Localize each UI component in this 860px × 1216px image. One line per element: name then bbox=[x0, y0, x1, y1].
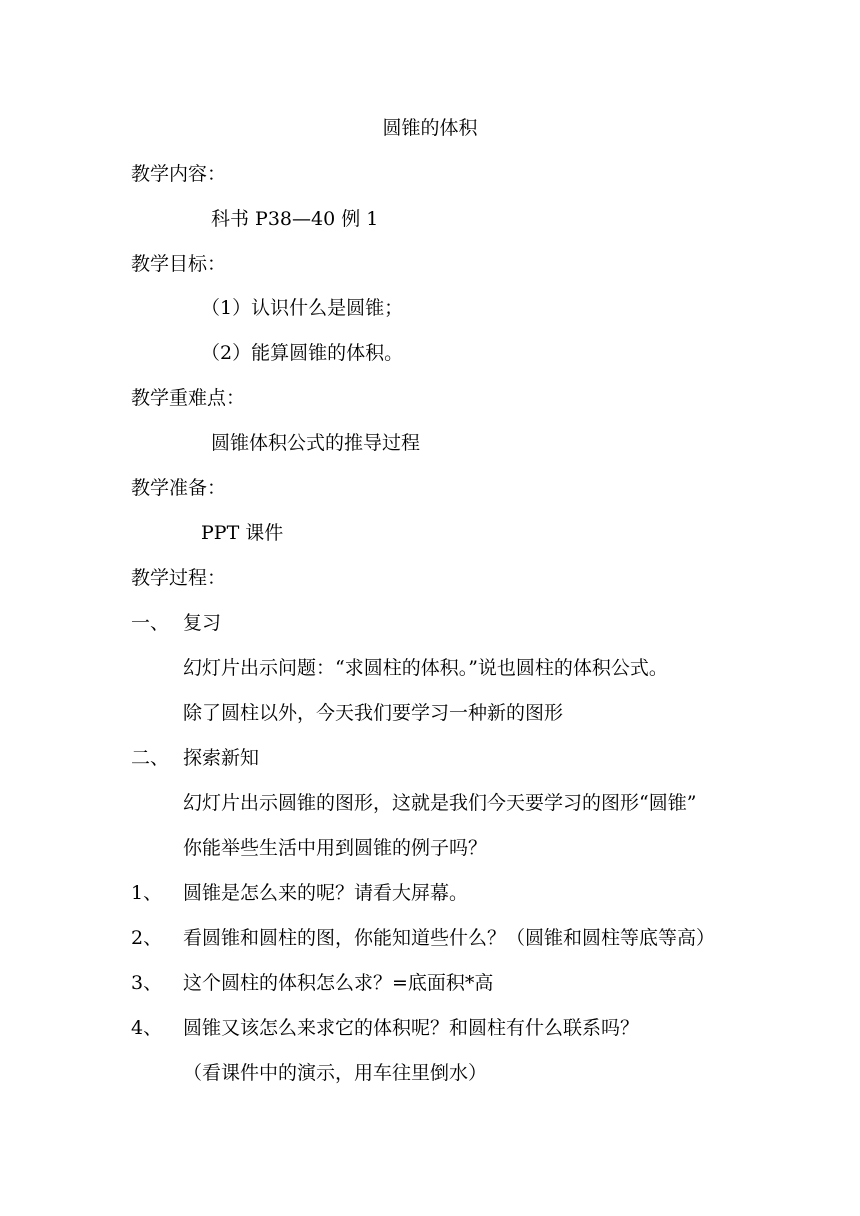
key-heading: 教学重难点： bbox=[131, 387, 246, 409]
prep-text: PPT 课件 bbox=[201, 522, 284, 544]
step-2-text: 看圆锥和圆柱的图，你能知道些什么？（圆锥和圆柱等底等高） bbox=[183, 927, 716, 949]
part1-line-1: 幻灯片出示问题：“求圆柱的体积。”说也圆柱的体积公式。 bbox=[183, 657, 668, 679]
step-3-text: 这个圆柱的体积怎么求？=底面积*高 bbox=[183, 972, 494, 994]
step-4-text: 圆锥又该怎么来求它的体积呢？和圆柱有什么联系吗？ bbox=[183, 1017, 640, 1039]
page-title: 圆锥的体积 bbox=[382, 117, 478, 139]
prep-heading: 教学准备： bbox=[131, 477, 227, 499]
step-1-number: 1、 bbox=[131, 882, 163, 904]
step-1-text: 圆锥是怎么来的呢？请看大屏幕。 bbox=[183, 882, 469, 904]
part2-title: 探索新知 bbox=[183, 747, 260, 769]
goal-item-1: （1）认识什么是圆锥； bbox=[201, 297, 404, 319]
part1-title: 复习 bbox=[183, 612, 222, 634]
part2-line-1: 幻灯片出示圆锥的图形，这就是我们今天要学习的图形“圆锥” bbox=[183, 792, 697, 814]
process-heading: 教学过程： bbox=[131, 567, 227, 589]
step-4-number: 4、 bbox=[131, 1017, 163, 1039]
goals-heading: 教学目标： bbox=[131, 253, 227, 275]
step-3-number: 3、 bbox=[131, 972, 163, 994]
part1-number: 一、 bbox=[131, 612, 170, 634]
demo-note: （看课件中的演示，用车往里倒水） bbox=[183, 1062, 488, 1084]
part2-line-2: 你能举些生活中用到圆锥的例子吗？ bbox=[183, 837, 488, 859]
key-text: 圆锥体积公式的推导过程 bbox=[211, 432, 421, 454]
content-heading: 教学内容： bbox=[131, 163, 227, 185]
part2-number: 二、 bbox=[131, 747, 170, 769]
goal-item-2: （2）能算圆锥的体积。 bbox=[201, 342, 404, 364]
step-2-number: 2、 bbox=[131, 927, 163, 949]
part1-line-2: 除了圆柱以外，今天我们要学习一种新的图形 bbox=[183, 702, 564, 724]
content-text: 科书 P38—40 例 1 bbox=[211, 208, 379, 230]
